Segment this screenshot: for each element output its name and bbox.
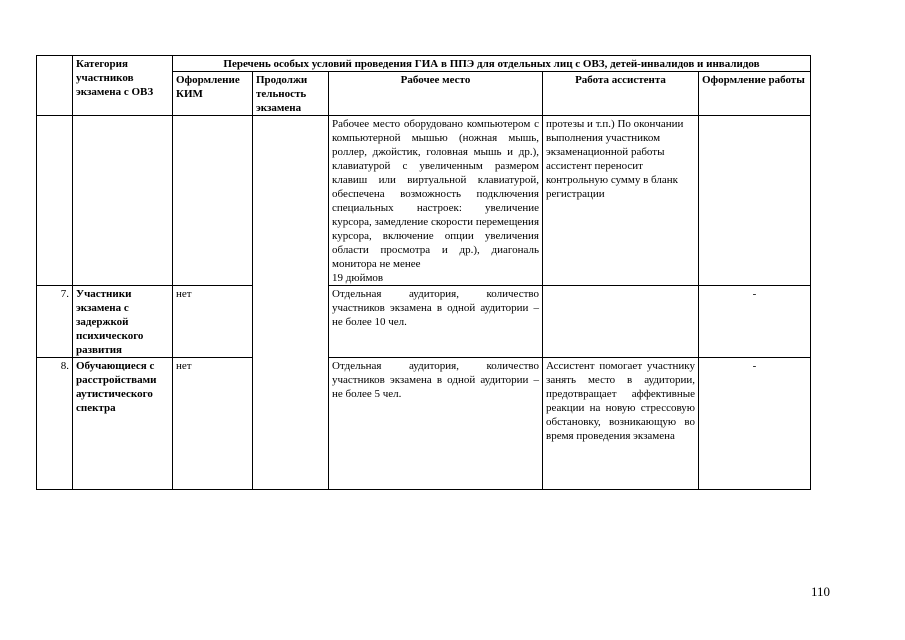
- row-number: 8.: [37, 358, 73, 490]
- row-category: Участники экзамена с задержкой психического развития: [73, 286, 173, 358]
- row-assistant: Ассистент помогает участнику занять место в аудитории, предотвращает аффективные реакции на новую стрессовую обстановку, возникающую во время проведения экзамена: [543, 358, 699, 490]
- header-duration: Продолжи тельность экзамена: [253, 72, 329, 116]
- special-conditions-table: [36, 55, 811, 490]
- continuation-assistant: протезы и т.п.) По окончании выполнения участником экзаменационной работы ассистент переносит контрольную сумму в бланк регистрации: [543, 116, 699, 286]
- header-work-format: Оформление работы: [699, 72, 811, 116]
- table-row-8: [37, 358, 811, 490]
- header-category: Категория участников экзамена с ОВЗ: [73, 56, 173, 116]
- row-category: Обучающиеся с расстройствами аутистического спектра: [73, 358, 173, 490]
- continuation-workplace-text: Рабочее место оборудовано компьютером с компьютерной мышью (ножная мышь, роллер, джойстик, головная мышь и др.), клавиатурой с увеличенным размером клавиш или виртуальной клавиатурой, обеспечена возможность подключения специальных настроек: увеличение курсора, замедление скорости перемещения курсора, включение опции увеличения области просмотра и др.), диагональ монитора не менее: [332, 118, 539, 270]
- continuation-category-cell: [73, 116, 173, 286]
- continuation-row: [37, 116, 811, 286]
- header-conditions-title: Перечень особых условий проведения ГИА в ППЭ для отдельных лиц с ОВЗ, детей-инвалидов и инвалидов: [173, 56, 811, 72]
- row-kim: нет: [173, 286, 253, 358]
- row-assistant: [543, 286, 699, 358]
- continuation-workplace: [329, 116, 543, 286]
- row-work-format: -: [699, 358, 811, 490]
- duration-merged-cell: [253, 116, 329, 490]
- row-number: 7.: [37, 286, 73, 358]
- continuation-work-format-cell: [699, 116, 811, 286]
- row-kim: нет: [173, 358, 253, 490]
- continuation-workplace-tail: 19 дюймов: [332, 272, 384, 284]
- continuation-kim-cell: [173, 116, 253, 286]
- header-workplace: Рабочее место: [329, 72, 543, 116]
- row-work-format: -: [699, 286, 811, 358]
- row-workplace: Отдельная аудитория, количество участников экзамена в одной аудитории – не более 10 чел.: [329, 286, 543, 358]
- page-number: 110: [810, 584, 830, 599]
- header-kim: Оформление КИМ: [173, 72, 253, 116]
- header-row-1: [37, 56, 811, 72]
- row-workplace: Отдельная аудитория, количество участников экзамена в одной аудитории – не более 5 чел.: [329, 358, 543, 490]
- continuation-number-cell: [37, 116, 73, 286]
- header-assistant: Работа ассистента: [543, 72, 699, 116]
- table-row-7: [37, 286, 811, 358]
- header-number-cell: [37, 56, 73, 116]
